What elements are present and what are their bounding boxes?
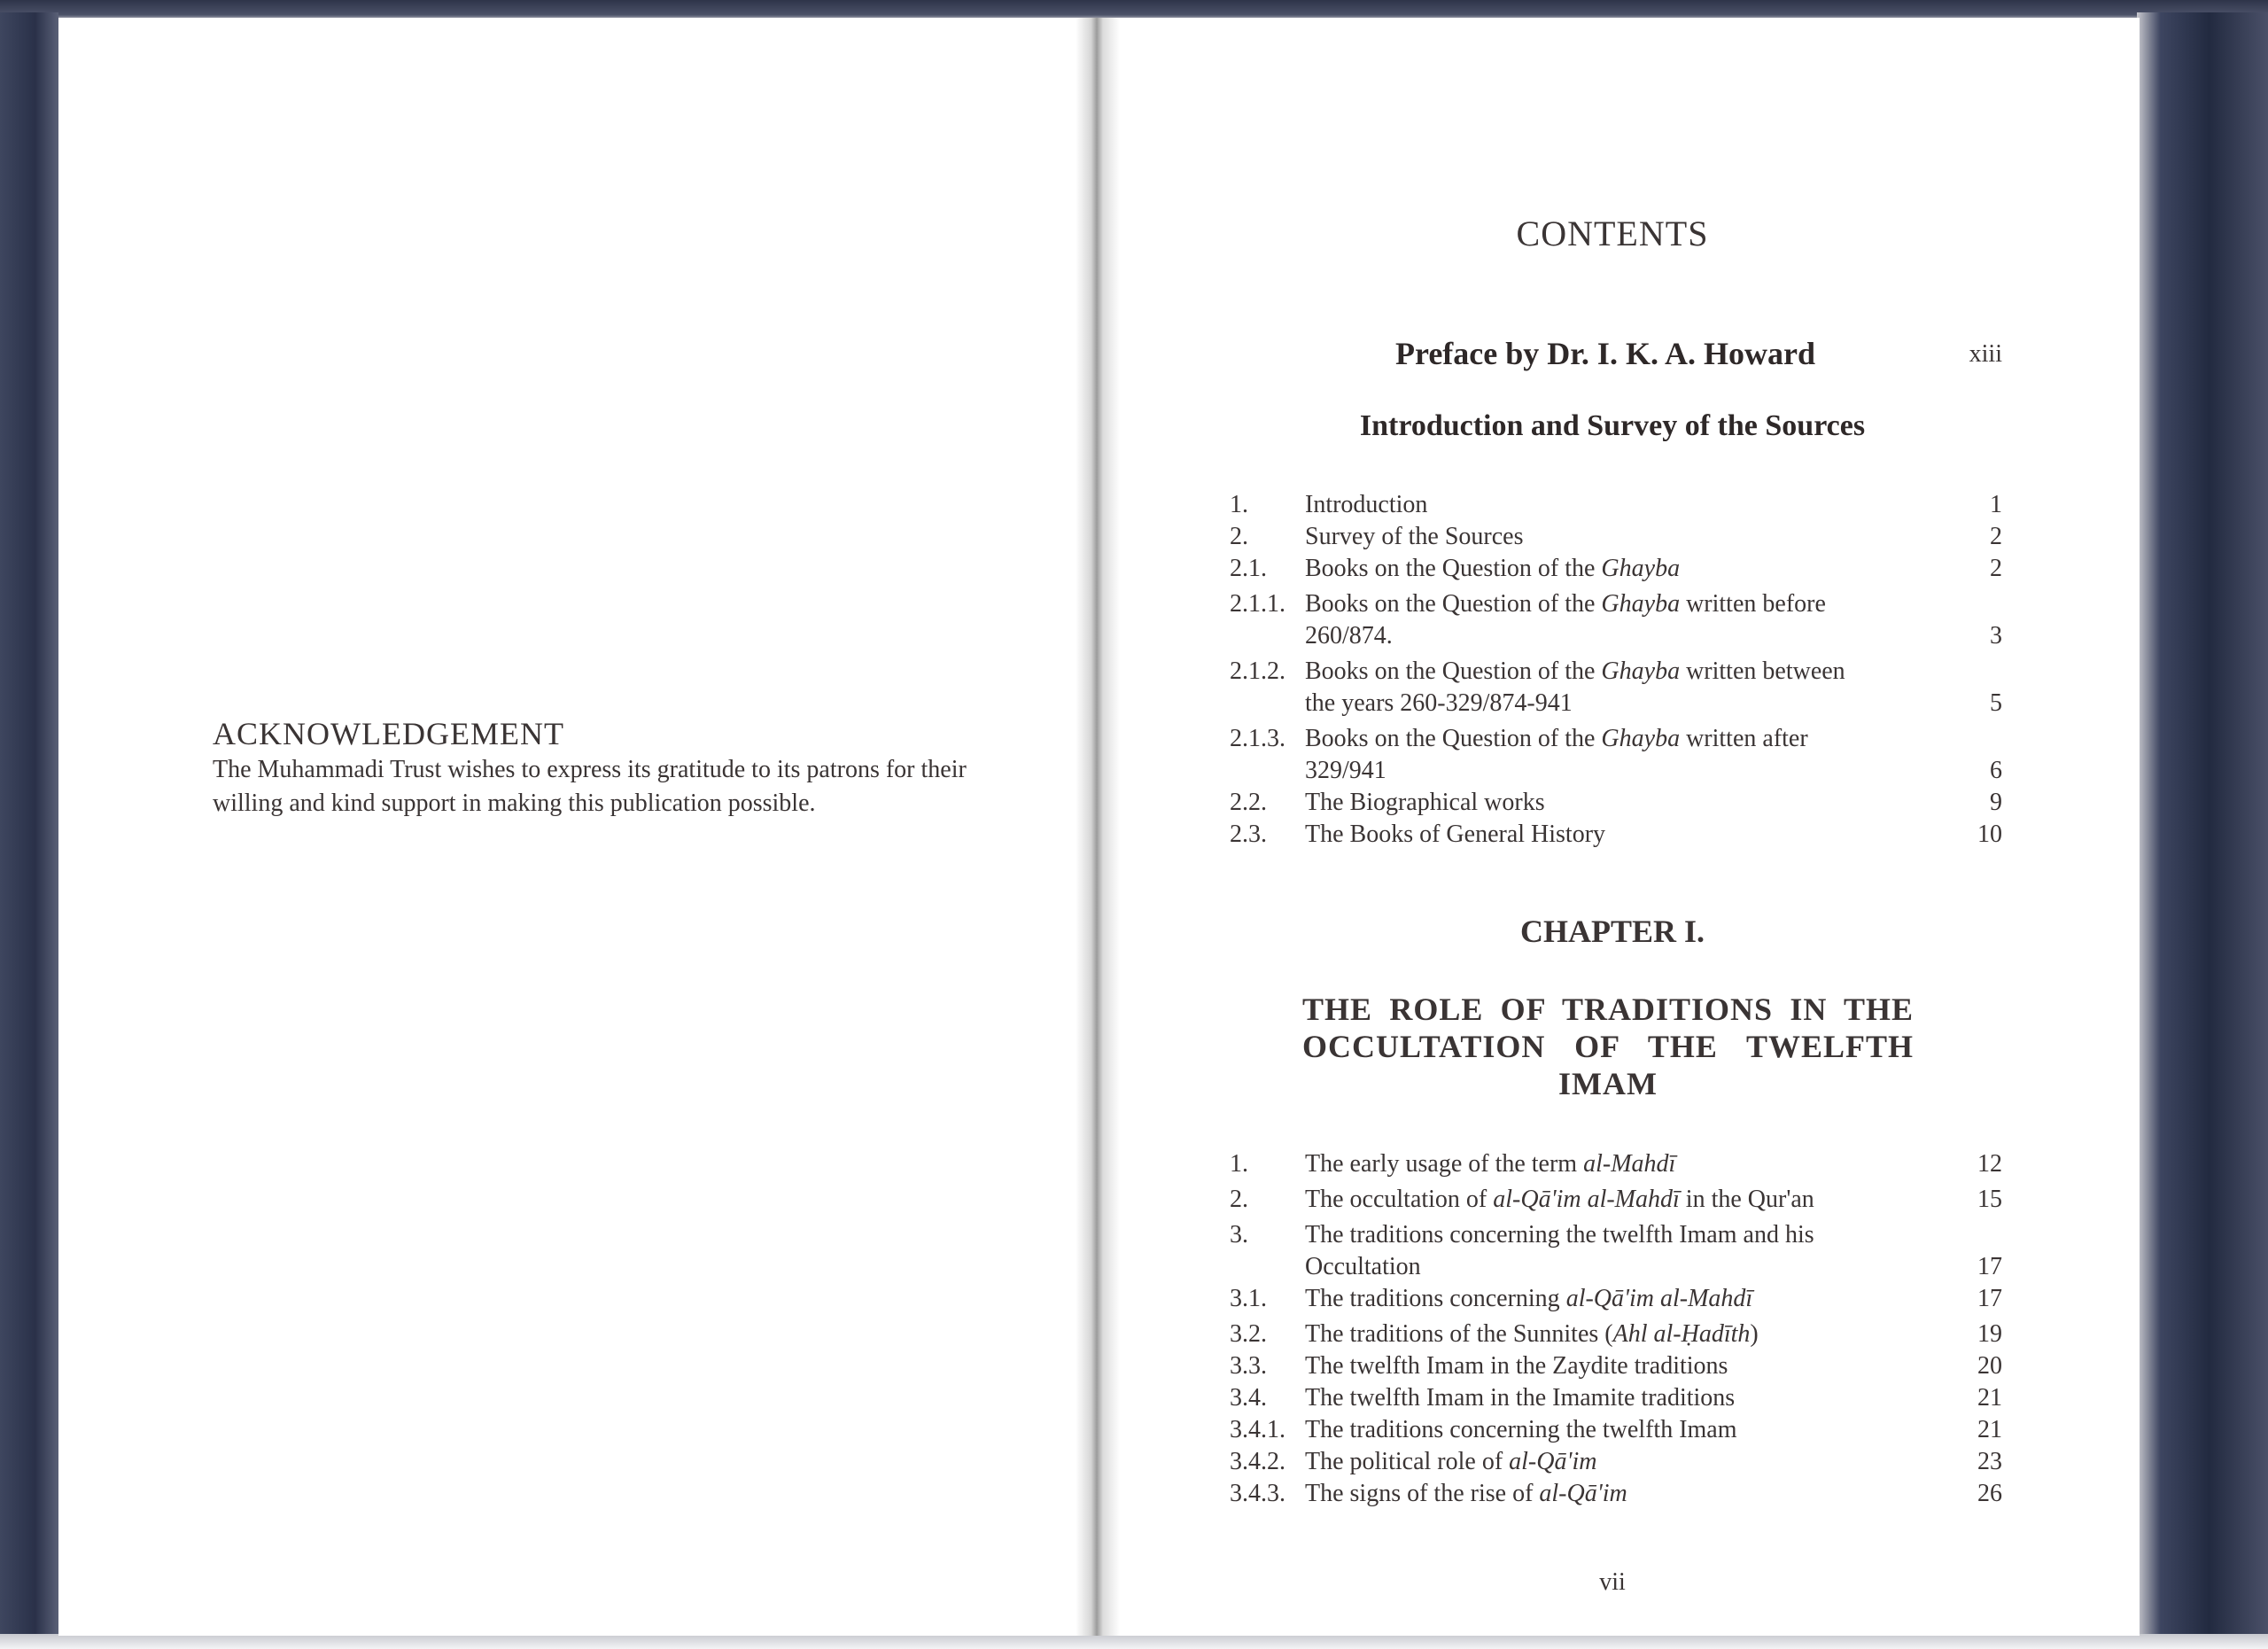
toc-entry xyxy=(1230,1478,2002,1510)
toc-entry-number: 3.4.3. xyxy=(1230,1480,1285,1507)
toc-entry xyxy=(1230,521,2002,553)
toc-entry-number: 2.1.3. xyxy=(1230,725,1285,752)
toc-entry-page: 2 xyxy=(1990,555,2002,582)
toc-entry xyxy=(1230,1382,2002,1414)
toc-entry xyxy=(1230,1283,2002,1315)
toc-entry-number: 3.1. xyxy=(1230,1285,1267,1312)
toc-entry xyxy=(1230,588,2002,652)
toc-entry-number: 2.1. xyxy=(1230,555,1267,582)
chapter-title: THE ROLE OF TRADITIONS IN THE OCCULTATION OF THE TWELFTH IMAM xyxy=(1302,992,1914,1101)
left-page xyxy=(58,18,1095,1636)
preface-page-number: xiii xyxy=(1969,340,2002,368)
toc-entry-title: Books on the Question of the Ghayba written after 329/941 xyxy=(1305,725,1808,784)
acknowledgement-title: ACKNOWLEDGEMENT xyxy=(213,716,564,751)
toc-entry-number: 2.2. xyxy=(1230,789,1267,816)
toc-entry xyxy=(1230,723,2002,787)
toc-entry-page: 2 xyxy=(1990,523,2002,550)
toc-entry-page: 19 xyxy=(1977,1320,2002,1348)
toc-entry xyxy=(1230,489,2002,521)
toc-entry-page: 26 xyxy=(1977,1480,2002,1507)
toc-entry xyxy=(1230,1148,2002,1180)
toc-entry-title: Books on the Question of the Ghayba xyxy=(1305,555,1681,582)
toc-entry-number: 3.4.2. xyxy=(1230,1448,1285,1475)
book-cover-bottom-edge xyxy=(0,1634,2268,1649)
toc-entry-number: 3.2. xyxy=(1230,1320,1267,1348)
toc-entry-title: Books on the Question of the Ghayba written between the years 260-329/874-941 xyxy=(1305,657,1845,717)
toc-entry-number: 3.3. xyxy=(1230,1352,1267,1380)
toc-entry-number: 3.4. xyxy=(1230,1384,1267,1412)
contents-heading: CONTENTS xyxy=(1516,214,1709,253)
toc-entry xyxy=(1230,819,2002,851)
toc-entry-page: 20 xyxy=(1977,1352,2002,1380)
toc-entry-number: 3.4.1. xyxy=(1230,1416,1285,1443)
toc-entry-page: 1 xyxy=(1990,491,2002,518)
toc-entry xyxy=(1230,1350,2002,1382)
toc-entry-page: 6 xyxy=(1990,757,2002,784)
preface-entry xyxy=(1347,335,2002,379)
book-cover-right-edge xyxy=(2137,12,2268,1649)
toc-entry-title: The Books of General History xyxy=(1305,821,1606,848)
toc-entry-page: 17 xyxy=(1977,1253,2002,1280)
toc-entry-title: The traditions of the Sunnites (Ahl al-Ḥadīth) xyxy=(1305,1320,1759,1348)
toc-entry-number: 2. xyxy=(1230,523,1248,550)
toc-entry-number: 1. xyxy=(1230,491,1248,518)
toc-entry-title: Books on the Question of the Ghayba written before 260/874. xyxy=(1305,590,1826,649)
toc-entry-page: 21 xyxy=(1977,1384,2002,1412)
toc-entry-title: Survey of the Sources xyxy=(1305,523,1524,550)
toc-entry-title: The occultation of al-Qā'im al-Mahdī in the Qur'an xyxy=(1305,1186,1814,1213)
toc-entry xyxy=(1230,1184,2002,1216)
toc-entry xyxy=(1230,1318,2002,1350)
toc-entry xyxy=(1230,1414,2002,1446)
chapter-label: CHAPTER I. xyxy=(1519,914,1705,949)
toc-entry-title: The twelfth Imam in the Imamite traditions xyxy=(1305,1384,1736,1412)
toc-entry xyxy=(1230,787,2002,819)
toc-entry-page: 17 xyxy=(1977,1285,2002,1312)
toc-entry xyxy=(1230,553,2002,585)
toc-entry-page: 15 xyxy=(1977,1186,2002,1213)
toc-entry-page: 21 xyxy=(1977,1416,2002,1443)
toc-entry-number: 1. xyxy=(1230,1150,1248,1178)
toc-entry xyxy=(1230,1446,2002,1478)
toc-entry-title: The Biographical works xyxy=(1305,789,1545,816)
toc-entry-title: The traditions concerning the twelfth Imam xyxy=(1305,1416,1737,1443)
toc-entry-title: The traditions concerning the twelfth Imam and his Occultation xyxy=(1305,1221,1814,1280)
toc-entry xyxy=(1230,656,2002,719)
intro-section-heading: Introduction and Survey of the Sources xyxy=(1359,409,1866,442)
page-number-folio: vii xyxy=(1599,1568,1626,1596)
acknowledgement-section xyxy=(213,714,1010,821)
toc-entry-number: 2.3. xyxy=(1230,821,1267,848)
toc-entry-title: The political role of al-Qā'im xyxy=(1305,1448,1597,1475)
toc-entry-page: 9 xyxy=(1990,789,2002,816)
preface-title: Preface by Dr. I. K. A. Howard xyxy=(1395,336,1815,371)
toc-entry-number: 2.1.2. xyxy=(1230,657,1285,685)
toc-entry-number: 2. xyxy=(1230,1186,1248,1213)
toc-entry xyxy=(1230,1219,2002,1283)
toc-entry-title: The twelfth Imam in the Zaydite traditions xyxy=(1305,1352,1728,1380)
toc-entry-page: 23 xyxy=(1977,1448,2002,1475)
toc-entry-title: The signs of the rise of al-Qā'im xyxy=(1305,1480,1627,1507)
toc-entry-number: 3. xyxy=(1230,1221,1248,1248)
acknowledgement-text: The Muhammadi Trust wishes to express its gratitude to its patrons for their willing and kind support in making this publication possible. xyxy=(213,756,967,817)
book-gutter xyxy=(1076,18,1120,1636)
intro-toc-list xyxy=(1230,489,2002,851)
toc-entry-title: The traditions concerning al-Qā'im al-Mahdī xyxy=(1305,1285,1753,1312)
toc-entry-page: 10 xyxy=(1977,821,2002,848)
toc-entry-number: 2.1.1. xyxy=(1230,590,1285,618)
toc-entry-title: The early usage of the term al-Mahdī xyxy=(1305,1150,1676,1178)
toc-entry-page: 12 xyxy=(1977,1150,2002,1178)
chapter-toc-list xyxy=(1230,1148,2002,1510)
toc-entry-title: Introduction xyxy=(1305,491,1428,518)
book-cover-left-edge xyxy=(0,12,58,1643)
toc-entry-page: 5 xyxy=(1990,689,2002,717)
toc-entry-page: 3 xyxy=(1990,622,2002,649)
